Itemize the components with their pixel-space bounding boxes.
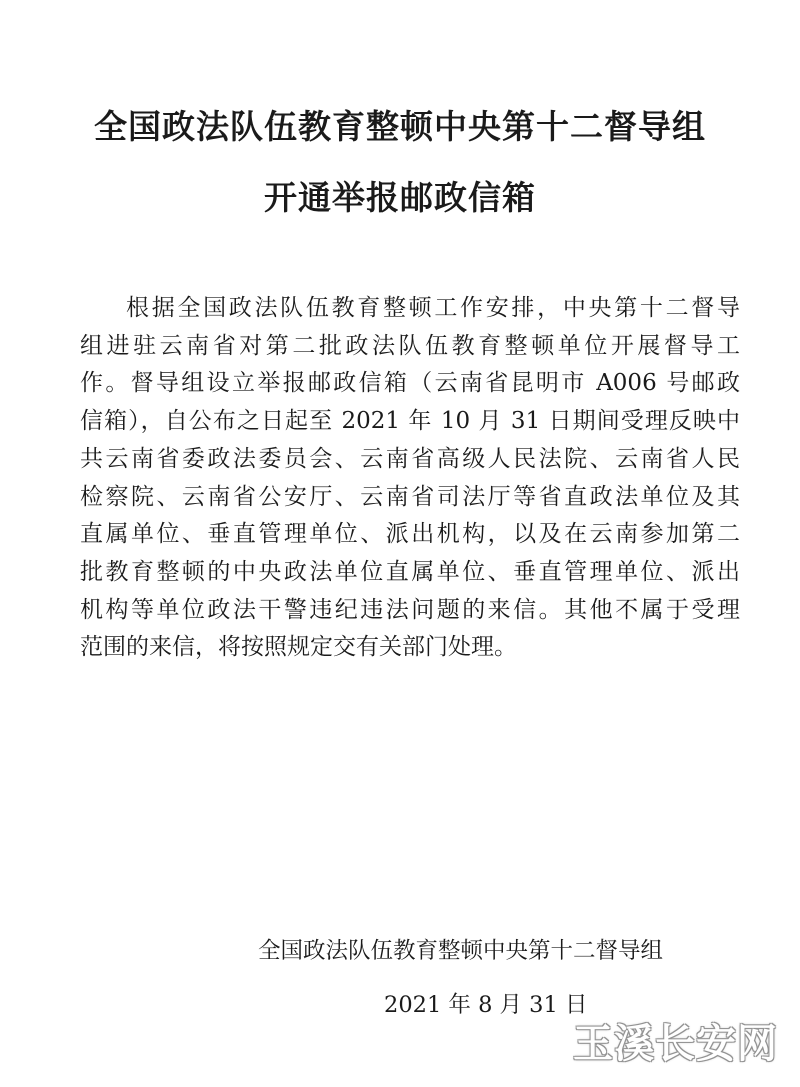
watermark-logo: 玉溪长安网 [573,1020,778,1067]
document-title-line-1: 全国政法队伍教育整顿中央第十二督导组 [94,107,706,146]
body-line-3: 作。督导组设立举报邮政信箱（云南省昆明市 A006 号邮政 [80,370,740,397]
body-line-2: 组进驻云南省对第二批政法队伍教育整顿单位开展督导工 [80,332,740,359]
body-line-6: 检察院、云南省公安厅、云南省司法厅等省直政法单位及其 [80,483,740,510]
body-line-9: 机构等单位政法干警违纪违法问题的来信。其他不属于受理 [80,596,740,623]
body-line-4: 信箱），自公布之日起至 2021 年 10 月 31 日期间受理反映中 [80,408,740,435]
signature-date: 2021 年 8 月 31 日 [384,992,588,1018]
body-line-5: 共云南省委政法委员会、云南省高级人民法院、云南省人民 [80,445,740,472]
body-line-10: 范围的来信，将按照规定交有关部门处理。 [80,634,517,661]
announcement-body [80,290,740,667]
signature-organization: 全国政法队伍教育整顿中央第十二督导组 [258,938,664,964]
body-line-1: 根据全国政法队伍教育整顿工作安排，中央第十二督导 [126,295,740,321]
body-line-7: 直属单位、垂直管理单位、派出机构，以及在云南参加第二 [80,521,740,548]
body-line-8: 批教育整顿的中央政法单位直属单位、垂直管理单位、派出 [80,558,740,585]
document-title-line-2: 开通举报邮政信箱 [264,178,536,217]
